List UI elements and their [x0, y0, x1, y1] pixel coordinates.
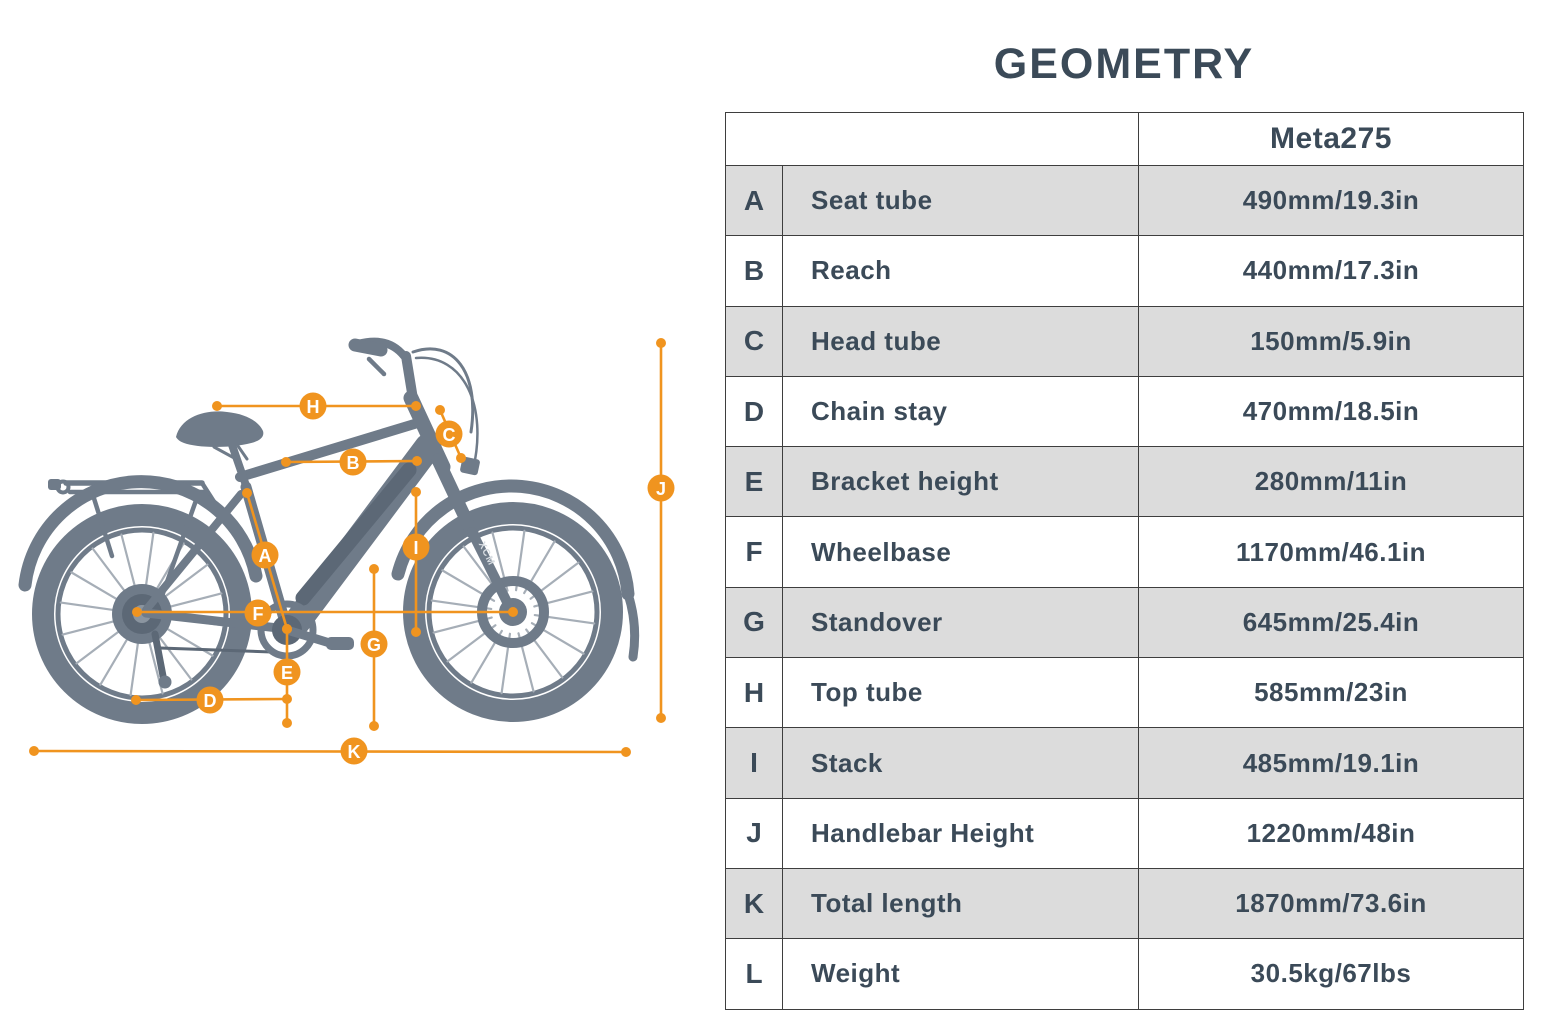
- marker-letter: I: [413, 538, 419, 558]
- marker-K: [29, 738, 631, 765]
- row-value: 490mm/19.3in: [1139, 166, 1524, 236]
- marker-letter: A: [258, 546, 272, 566]
- marker-letter: K: [347, 742, 361, 762]
- model-name-header: Meta275: [1139, 113, 1524, 166]
- marker-letter: J: [655, 479, 667, 499]
- row-value: 440mm/17.3in: [1139, 236, 1524, 306]
- marker-G: [361, 564, 388, 731]
- row-value: 645mm/25.4in: [1139, 587, 1524, 657]
- row-name: Weight: [783, 939, 1139, 1009]
- row-letter: J: [726, 798, 783, 868]
- table-row: [726, 306, 1524, 376]
- row-name: Bracket height: [783, 447, 1139, 517]
- bike-geometry-diagram: [0, 0, 700, 1000]
- row-letter: E: [726, 447, 783, 517]
- table-row: [726, 798, 1524, 868]
- row-name: Standover: [783, 587, 1139, 657]
- row-value: 150mm/5.9in: [1139, 306, 1524, 376]
- row-name: Top tube: [783, 658, 1139, 728]
- row-letter: I: [726, 728, 783, 798]
- geometry-table: [725, 112, 1524, 1010]
- marker-letter: E: [280, 663, 294, 683]
- row-letter: D: [726, 376, 783, 446]
- row-letter: A: [726, 166, 783, 236]
- row-letter: H: [726, 658, 783, 728]
- row-value: 470mm/18.5in: [1139, 376, 1524, 446]
- row-value: 1220mm/48in: [1139, 798, 1524, 868]
- row-name: Wheelbase: [783, 517, 1139, 587]
- row-letter: B: [726, 236, 783, 306]
- row-letter: K: [726, 868, 783, 938]
- row-letter: L: [726, 939, 783, 1009]
- row-name: Chain stay: [783, 376, 1139, 446]
- marker-letter: G: [366, 635, 382, 655]
- saddle: [176, 411, 263, 447]
- bike-illustration: [25, 342, 635, 713]
- header-empty-cell: [726, 113, 1139, 166]
- table-row: [726, 868, 1524, 938]
- row-value: 585mm/23in: [1139, 658, 1524, 728]
- marker-J: [648, 338, 675, 723]
- table-row: [726, 376, 1524, 446]
- row-value: 1870mm/73.6in: [1139, 868, 1524, 938]
- row-name: Reach: [783, 236, 1139, 306]
- row-name: Seat tube: [783, 166, 1139, 236]
- fork-brand-label: XCM: [475, 540, 497, 568]
- row-value: 30.5kg/67lbs: [1139, 939, 1524, 1009]
- page-title: GEOMETRY: [993, 40, 1255, 88]
- table-row: [726, 587, 1524, 657]
- marker-letter: B: [346, 453, 360, 473]
- table-row: [726, 517, 1524, 587]
- table-row: [726, 236, 1524, 306]
- table-row: [726, 728, 1524, 798]
- table-row: [726, 939, 1524, 1009]
- row-letter: C: [726, 306, 783, 376]
- row-letter: F: [726, 517, 783, 587]
- marker-letter: D: [203, 691, 217, 711]
- table-header-row: [726, 113, 1524, 166]
- marker-letter: C: [442, 425, 456, 445]
- table-row: [726, 166, 1524, 236]
- row-value: 485mm/19.1in: [1139, 728, 1524, 798]
- row-name: Total length: [783, 868, 1139, 938]
- row-name: Handlebar Height: [783, 798, 1139, 868]
- row-value: 1170mm/46.1in: [1139, 517, 1524, 587]
- row-letter: G: [726, 587, 783, 657]
- marker-H: [212, 393, 421, 420]
- row-name: Stack: [783, 728, 1139, 798]
- row-value: 280mm/11in: [1139, 447, 1524, 517]
- marker-letter: H: [306, 397, 320, 417]
- row-name: Head tube: [783, 306, 1139, 376]
- marker-letter: F: [252, 604, 264, 624]
- table-row: [726, 447, 1524, 517]
- table-row: [726, 658, 1524, 728]
